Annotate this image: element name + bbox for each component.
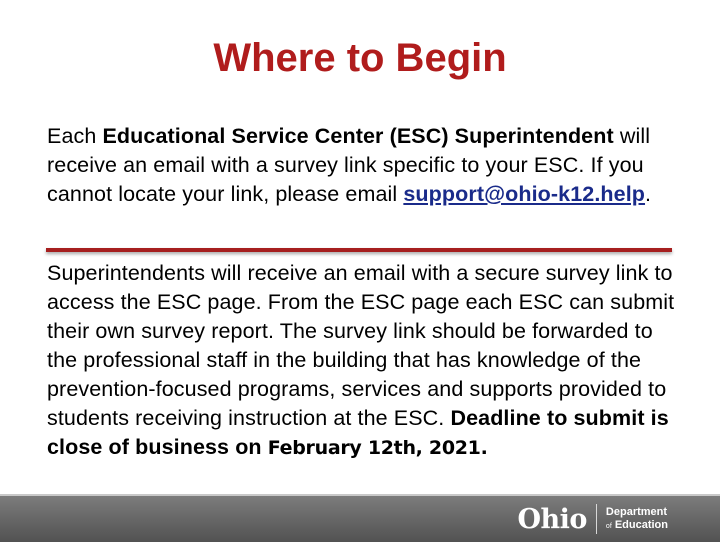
intro-body-text: will receive an email with a survey link specific to your ESC. If you cannot locate your link, please email (47, 124, 651, 206)
logo-of-text: of (605, 522, 612, 530)
logo-separator (596, 504, 597, 534)
slide-title: Where to Begin (213, 36, 507, 80)
intro-lead-text: Each (47, 124, 103, 148)
intro-end-text: . (645, 182, 652, 206)
support-email-link[interactable]: support@ohio-k12.help (403, 182, 646, 206)
intro-paragraph (47, 122, 687, 209)
logo-education-line (606, 519, 668, 533)
esc-superintendent-text: Educational Service Center (ESC) Superintendent (102, 124, 614, 148)
footer-bar (0, 494, 720, 542)
logo-department-text (606, 506, 668, 533)
logo-ohio-wordmark: Ohio (517, 503, 587, 535)
section-divider (46, 248, 672, 252)
details-body-text: Superintendents will receive an email with a secure survey link to access the ESC page. From the ESC page each ESC can submit their own survey report. The survey link should be forwarded to the professional staff in the building that has knowledge of the prevention-focused programs, services and supports provided to students receiving instruction at the ESC. (47, 261, 675, 430)
ohio-department-of-education-logo (518, 502, 669, 536)
deadline-text: Deadline to submit is close of business on (47, 406, 669, 459)
deadline-date: February 12th, 2021. (267, 437, 488, 459)
logo-department-line: Department (605, 505, 668, 518)
logo-education-text: Education (614, 518, 668, 531)
details-paragraph (47, 259, 687, 463)
